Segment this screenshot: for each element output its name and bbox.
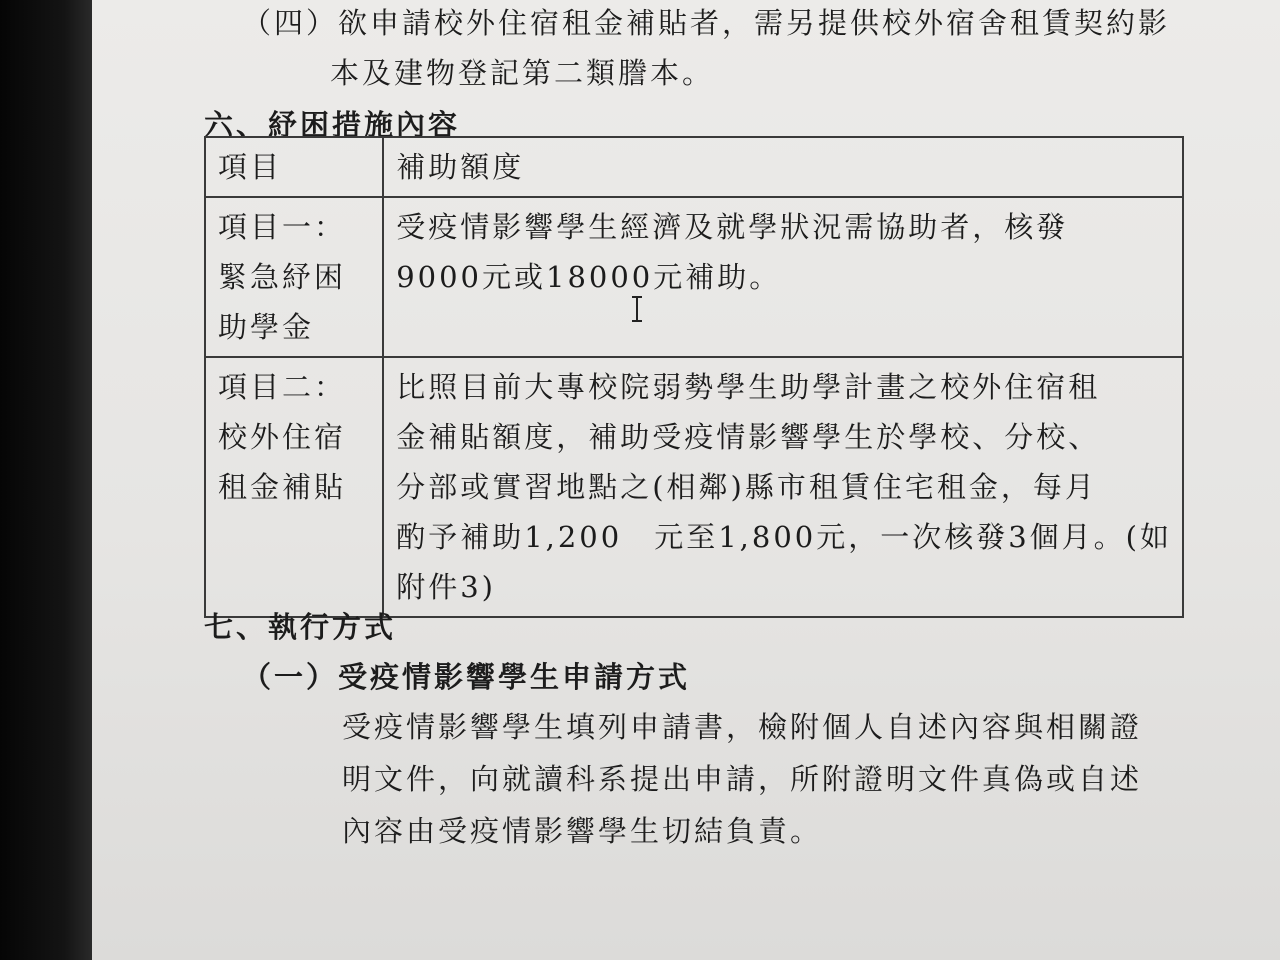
item-cell xyxy=(205,357,383,617)
item-cell xyxy=(205,197,383,357)
section-6-title: 六、紓困措施內容 xyxy=(204,108,461,142)
document-page xyxy=(92,0,1280,960)
item-line: 緊急紓困 xyxy=(218,260,347,294)
amount-line: 分部或實習地點之(相鄰)縣市租賃住宅租金，每月 xyxy=(396,470,1097,504)
amount-line: 附件3) xyxy=(396,570,496,604)
paragraph-4-line-1: （四）欲申請校外住宿租金補貼者，需另提供校外宿舍租賃契約影 xyxy=(242,6,1171,40)
header-item: 項目 xyxy=(205,137,383,197)
text-cursor-icon xyxy=(632,296,642,322)
item-line: 助學金 xyxy=(218,310,315,344)
item-line: 租金補貼 xyxy=(218,470,347,504)
subsection-1-body-line: 內容由受疫情影響學生切結負責。 xyxy=(342,814,823,848)
table-row xyxy=(205,357,1183,617)
subsection-1-body-line: 明文件，向就讀科系提出申請，所附證明文件真偽或自述 xyxy=(342,762,1143,796)
subsection-1-body-line: 受疫情影響學生填列申請書，檢附個人自述內容與相關證 xyxy=(342,710,1143,744)
relief-measures-table xyxy=(204,136,1184,618)
table-row xyxy=(205,197,1183,357)
amount-cell xyxy=(383,357,1183,617)
amount-line: 9000元或18000元補助。 xyxy=(396,260,782,294)
paragraph-4-line-2: 本及建物登記第二類謄本。 xyxy=(330,56,715,90)
amount-line: 金補貼額度，補助受疫情影響學生於學校、分校、 xyxy=(396,420,1101,454)
table-header-row xyxy=(205,137,1183,197)
amount-line: 受疫情影響學生經濟及就學狀況需協助者，核發 xyxy=(396,210,1069,244)
amount-line: 比照目前大專校院弱勢學生助學計畫之校外住宿租 xyxy=(396,370,1101,404)
amount-cell xyxy=(383,197,1183,357)
item-line: 校外住宿 xyxy=(218,420,347,454)
section-7-title: 七、執行方式 xyxy=(204,610,397,644)
item-line: 項目一： xyxy=(218,210,347,244)
item-line: 項目二： xyxy=(218,370,347,404)
header-amount: 補助額度 xyxy=(383,137,1183,197)
subsection-1-title: （一）受疫情影響學生申請方式 xyxy=(242,660,691,694)
amount-line: 酌予補助1,200 元至1,800元，一次核發3個月。(如 xyxy=(396,520,1172,554)
monitor-bezel xyxy=(0,0,92,960)
